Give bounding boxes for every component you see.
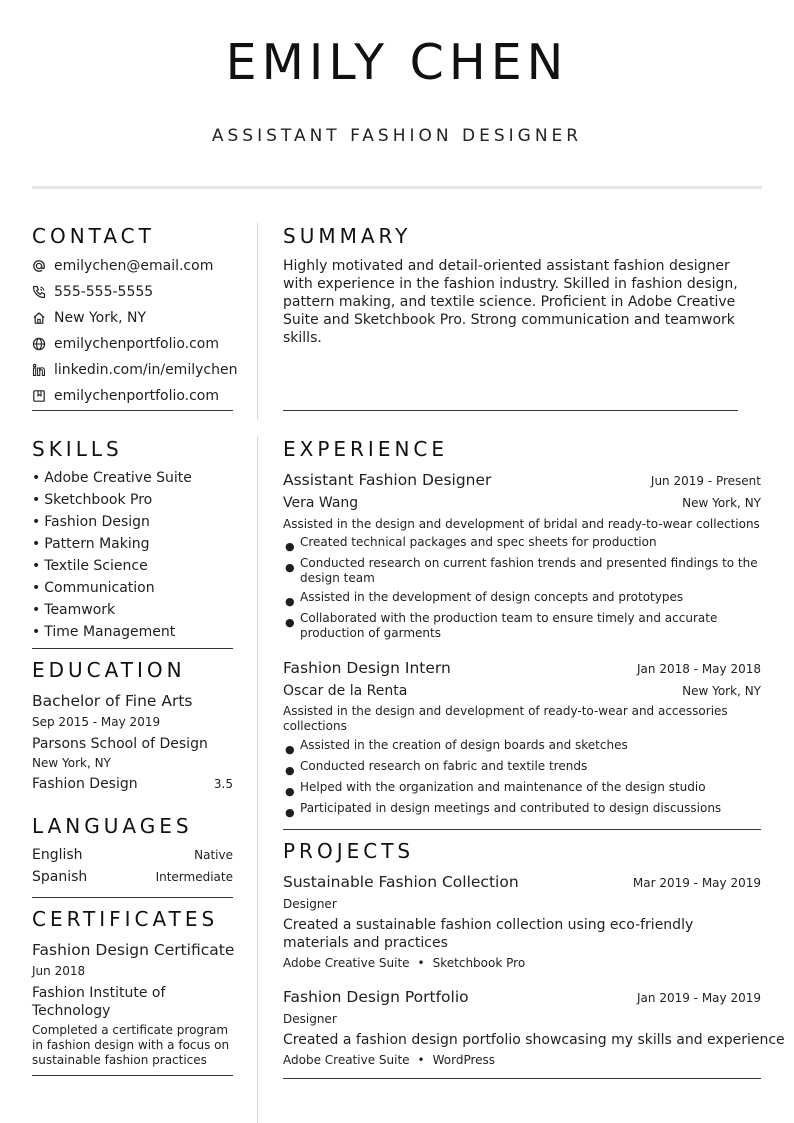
- certificate-issuer: Fashion Institute of Technology: [32, 985, 166, 1019]
- job-company: Vera Wang: [283, 495, 359, 511]
- job-location: New York, NY: [682, 684, 761, 698]
- contact-phone-text: 555-555-5555: [54, 284, 154, 300]
- contact-email-text: emilychen@email.com: [54, 258, 214, 274]
- contact-email[interactable]: [32, 256, 237, 276]
- language-row: [32, 868, 233, 886]
- project-dates: Mar 2019 - May 2019: [632, 876, 761, 890]
- skill-item: • Sketchbook Pro: [32, 490, 152, 510]
- job-title: ASSISTANT FASHION DESIGNER: [211, 126, 583, 146]
- project-description: Created a sustainable fashion collection using eco-friendly materials and practices: [283, 917, 694, 951]
- job-header: [283, 470, 761, 490]
- certificate-title: Fashion Design Certificate: [32, 941, 235, 959]
- project-description: Created a fashion design portfolio showcasing my skills and experience: [283, 1032, 785, 1048]
- language-level: Intermediate: [155, 870, 233, 884]
- languages-heading: LANGUAGES: [32, 814, 193, 838]
- skill-item: • Teamwork: [32, 600, 115, 620]
- skills-divider: [32, 648, 233, 649]
- certificates-divider: [32, 1075, 233, 1076]
- job-location: New York, NY: [682, 496, 761, 510]
- projects-heading: PROJECTS: [283, 839, 415, 863]
- skill-item: • Textile Science: [32, 556, 148, 576]
- education-gpa: 3.5: [213, 777, 233, 791]
- contact-linkedin[interactable]: [32, 360, 237, 380]
- column-divider-bottom: [257, 436, 258, 1123]
- header-divider: [32, 186, 762, 189]
- skill-item: • Time Management: [32, 622, 175, 642]
- contact-location: [32, 308, 237, 328]
- project-header: [283, 987, 761, 1007]
- bullet-icon: ●: [285, 561, 295, 574]
- job-description: Assisted in the design and development of ready-to-wear and accessories collections: [283, 704, 728, 733]
- separator-dot: •: [417, 956, 425, 970]
- education-degree: Bachelor of Fine Arts: [32, 692, 193, 710]
- contact-linkedin-text: linkedin.com/in/emilychen: [54, 362, 238, 378]
- contact-website-text: emilychenportfolio.com: [54, 336, 220, 352]
- contact-phone[interactable]: [32, 282, 237, 302]
- tool-tag: WordPress: [432, 1053, 496, 1067]
- job-company: Oscar de la Renta: [283, 683, 408, 699]
- education-heading: EDUCATION: [32, 658, 186, 682]
- project-tools: [283, 1052, 761, 1068]
- summary-text: Highly motivated and detail-oriented assistant fashion designer with experience in the fashion industry. Skilled in fashion design, pattern making, and textile science. Proficient in Adobe Creative Suite and Sketchbook Pro. Strong communication and teamwork skills.: [283, 258, 738, 346]
- job-header: [283, 658, 761, 678]
- skill-item: • Fashion Design: [32, 512, 150, 532]
- summary-heading: SUMMARY: [283, 224, 412, 248]
- job-title: Fashion Design Intern: [283, 659, 451, 677]
- language-level: Native: [194, 848, 233, 862]
- education-field: Fashion Design: [32, 776, 138, 792]
- projects-divider: [283, 1078, 761, 1079]
- contact-location-text: New York, NY: [54, 310, 147, 326]
- languages-divider: [32, 897, 233, 898]
- contact-divider: [32, 410, 233, 411]
- job-description: Assisted in the design and development of bridal and ready-to-wear collections: [283, 517, 760, 531]
- certificates-heading: CERTIFICATES: [32, 907, 219, 931]
- certificate-date: Jun 2018: [32, 964, 86, 978]
- job-company-row: [283, 682, 761, 700]
- language-name: English: [32, 847, 83, 863]
- skill-item: • Pattern Making: [32, 534, 150, 554]
- project-dates: Jan 2019 - May 2019: [637, 991, 761, 1005]
- education-dates: Sep 2015 - May 2019: [32, 715, 161, 729]
- linkedin-icon: [32, 363, 46, 377]
- tool-tag: Adobe Creative Suite: [283, 956, 410, 970]
- education-school: Parsons School of Design: [32, 736, 208, 752]
- phone-icon: [32, 285, 46, 299]
- language-name: Spanish: [32, 869, 88, 885]
- job-dates: Jun 2019 - Present: [650, 474, 761, 488]
- contact-portfolio-text: emilychenportfolio.com: [54, 388, 220, 404]
- candidate-name: EMILY CHEN: [225, 34, 569, 91]
- column-divider-top: [257, 223, 258, 420]
- job-title: Assistant Fashion Designer: [283, 471, 492, 489]
- bullet-icon: ●: [285, 764, 295, 777]
- tool-tag: Sketchbook Pro: [432, 956, 526, 970]
- project-title: Fashion Design Portfolio: [283, 988, 469, 1006]
- contact-portfolio[interactable]: [32, 386, 237, 406]
- globe-icon: [32, 337, 46, 351]
- contact-website[interactable]: [32, 334, 237, 354]
- education-field-row: [32, 775, 233, 793]
- skill-item: • Adobe Creative Suite: [32, 468, 192, 488]
- experience-divider: [283, 829, 761, 830]
- skills-heading: SKILLS: [32, 437, 123, 461]
- education-location: New York, NY: [32, 756, 111, 770]
- job-company-row: [283, 494, 761, 512]
- tool-tag: Adobe Creative Suite: [283, 1053, 410, 1067]
- bullet-icon: ●: [285, 616, 295, 629]
- separator-dot: •: [417, 1053, 425, 1067]
- skill-item: • Communication: [32, 578, 155, 598]
- home-icon: [32, 311, 46, 325]
- project-title: Sustainable Fashion Collection: [283, 873, 519, 891]
- experience-heading: EXPERIENCE: [283, 437, 449, 461]
- project-role: Designer: [283, 1012, 337, 1026]
- bullet-icon: ●: [285, 806, 295, 819]
- summary-divider: [283, 410, 738, 411]
- project-role: Designer: [283, 897, 337, 911]
- bullet-icon: ●: [285, 595, 295, 608]
- at-icon: [32, 259, 46, 273]
- contact-heading: CONTACT: [32, 224, 155, 248]
- bullet-icon: ●: [285, 540, 295, 553]
- project-header: [283, 872, 761, 892]
- language-row: [32, 846, 233, 864]
- portfolio-icon: [32, 389, 46, 403]
- bullet-icon: ●: [285, 785, 295, 798]
- certificate-description: Completed a certificate program in fashion design with a focus on sustainable fashion practices: [32, 1023, 230, 1067]
- job-dates: Jan 2018 - May 2018: [637, 662, 761, 676]
- project-tools: [283, 955, 761, 971]
- bullet-icon: ●: [285, 743, 295, 756]
